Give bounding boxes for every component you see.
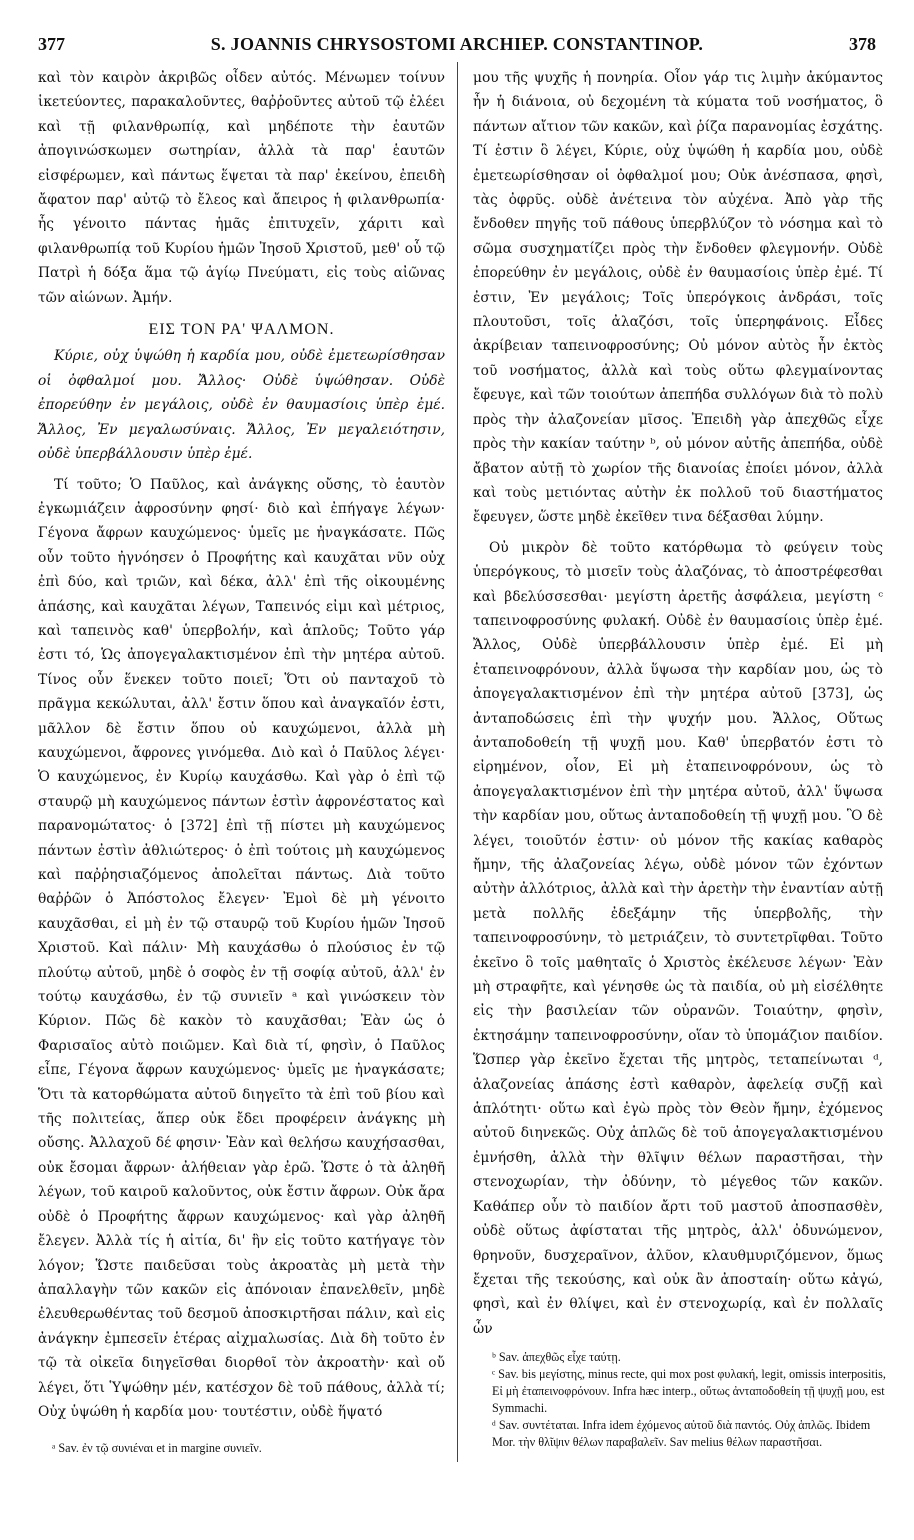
page-number-left: 377 [38, 34, 65, 54]
left-column [38, 66, 445, 1424]
footnote-a: ᵃ Sav. ἐν τῷ συνιέναι et in margine συνιεῖν. [52, 1441, 262, 1455]
right-column [473, 66, 883, 1341]
psalm-heading: ΕΙΣ ΤΟΝ ΡΑ' ΨΑΛΜΟΝ. [148, 321, 335, 339]
footnote-c: ᶜ Sav. bis μεγίστης, minus recte, qui mox post φυλακή, legit, omissis interpositis, Εἰ μὴ ἐταπεινοφρόνουν. Infra hæc interp., οὕτως ἀνταποδοθείη τῇ ψυχῇ μου, est Symmachi. [492, 1367, 886, 1415]
psalm-verse: Κύριε, οὐχ ὑψώθη ἡ καρδία μου, οὐδὲ ἐμετεωρίσθησαν οἱ ὀφθαλμοί μου. Ἄλλος· Οὐδὲ ὑψώθησαν. Οὐδὲ ἐπορεύθην ἐν μεγάλοις, οὐδὲ ἐν θαυμασίοις ὑπὲρ ἐμέ. Ἄλλος, Ἐν μεγαλωσύναις. Ἄλλος, Ἐν μεγαλειότησιν, οὐδὲ ὑπερβάλλουσιν ὑπὲρ ἐμέ. [38, 348, 445, 463]
page-number-right: 378 [849, 34, 876, 54]
column-divider [457, 62, 458, 1462]
left-footnotes [52, 1440, 442, 1457]
left-paragraph-2: Τί τοῦτο; Ὁ Παῦλος, καὶ ἀνάγκης οὔσης, τὸ ἑαυτὸν ἐγκωμιάζειν ἀφροσύνην φησί· διὸ καὶ ἐπήγαγε λέγων· Γέγονα ἄφρων καυχώμενος· ὑμεῖς με ἠναγκάσατε. Πῶς οὖν τοῦτο ἠγνόησεν ὁ Προφήτης καὶ καυχᾶται νῦν οὐχ ἐπὶ δύο, καὶ τριῶν, καὶ δέκα, ἀλλ' ἐπὶ τῆς οἰκουμένης ἁπάσης, καὶ καυχᾶται λέγων, Ταπεινός εἰμι καὶ μέτριος, καὶ ταπεινὸς καθ' ὑπερβολήν, καὶ ἁπλοῦς; Τοῦτο γάρ ἐστι τό, Ὡς ἀπογεγαλακτισμένον ἐπὶ τὴν μητέρα αὐτοῦ. Τίνος οὖν ἕνεκεν τοῦτο ποιεῖ; Ὅτι οὐ πανταχοῦ τὸ πρᾶγμα κεκώλυται, ἀλλ' ἔστιν ὅπου καὶ ἀναγκαῖόν ἐστι, μᾶλλον δὲ ἔστιν ὅπου οὐ καυχώμενοι, ἀλλὰ μὴ καυχώμενοι, ἄφρονες γινόμεθα. Διὸ καὶ ὁ Παῦλος λέγει· Ὁ καυχώμενος, ἐν Κυρίῳ καυχάσθω. Καὶ γὰρ ὁ ἐπὶ τῷ σταυρῷ μὴ καυχώμενος πάντων ἐστὶν ἀφρονέστατος καὶ παρανομώτατος· ὁ [372] ἐπὶ τῇ πίστει μὴ καυχώμενος πάντων ἐστὶν ἀθλιώτερος· ὁ ἐπὶ τούτοις μὴ καυχώμενος καὶ παῤῥησιαζόμενος ἀπολεῖται πάντως. Διὰ τοῦτο θαῤῥῶν ὁ Ἀπόστολος ἔλεγεν· Ἐμοὶ δὲ μὴ γένοιτο καυχᾶσθαι, εἰ μὴ ἐν τῷ σταυρῷ τοῦ Κυρίου ἡμῶν Ἰησοῦ Χριστοῦ. Καὶ πάλιν· Μὴ καυχάσθω ὁ πλούσιος ἐν τῷ πλούτῳ αὐτοῦ, μηδὲ ὁ σοφὸς ἐν τῇ σοφίᾳ αὐτοῦ, ἀλλ' ἐν τούτῳ καυχάσθω, ἐν τῷ συνιεῖν ᵃ καὶ γινώσκειν τὸν Κύριον. Πῶς δὲ κακὸν τὸ καυχᾶσθαι; Ἐὰν ὡς ὁ Φαρισαῖος αὐτὸ ποιῶμεν. Καὶ διὰ τί, φησὶν, ὁ Παῦλος εἶπε, Γέγονα ἄφρων καυχώμενος· ὑμεῖς με ἠναγκάσατε; Ὅτι τὰ κατορθώματα αὐτοῦ διηγεῖτο τὰ ἐπὶ τοῦ βίου καὶ τῆς πολιτείας, ἅπερ οὐκ ἔδει προφέρειν ἀνάγκης μὴ οὔσης. Ἀλλαχοῦ δέ φησιν· Ἐὰν καὶ θελήσω καυχήσασθαι, οὐκ ἔσομαι ἄφρων· ἀλήθειαν γὰρ ἐρῶ. Ὥστε ὁ τὰ ἀληθῆ λέγων, τοῦ καιροῦ καλοῦντος, οὐκ ἔστιν ἄφρων. Οὐκ ἄρα οὐδὲ ὁ Προφήτης ἄφρων καυχώμενος· καὶ γὰρ ἀληθῆ ἔλεγεν. Ἀλλὰ τίς ἡ αἰτία, δι' ἣν εἰς τοῦτο κατήγαγε τὸν λόγον; Ὥστε παιδεῦσαι τοὺς ἀκροατὰς μὴ μετὰ τὴν ἀπαλλαγὴν τῶν κακῶν εἰς ἀπόνοιαν ἐπανελθεῖν, μηδὲ ἐλευθερωθέντας τοῦ δεσμοῦ ἀποσκιρτῆσαι πάλιν, καὶ εἰς ἀνάγκην ἐμπεσεῖν ἑτέρας αἰχμαλωσίας. Διὰ δὴ τοῦτο ἐν τῷ τὰ οἰκεῖα διηγεῖσθαι διορθοῖ τὸν ἀκροατὴν· καὶ οὔ λέγει, ὅτι Ὑψώθην μέν, κατέσχον δὲ τοῦ πάθους, ἀλλὰ τί; Οὐχ ὑψώθη ἡ καρδία μου· τουτέστιν, οὐδὲ ἥψατό [38, 476, 445, 1420]
left-paragraph-1: καὶ τὸν καιρὸν ἀκριβῶς οἶδεν αὐτός. Μένωμεν τοίνυν ἱκετεύοντες, παρακαλοῦντες, θαῤῥοῦντες αὐτοῦ τῷ ἐλέει καὶ τῇ φιλανθρωπίᾳ, καὶ μηδέποτε τὴν ἑαυτῶν ἀπογινώσκωμεν σωτηρίαν, ἀλλὰ τὰ παρ' ἑαυτῶν εἰσφέρωμεν, καὶ πάντως ἕψεται τὰ παρ' ἐκείνου, ἐπειδὴ ἄφατον παρ' αὐτῷ τὸ ἔλεος καὶ ἄπειρος ἡ φιλανθρωπία· ἧς γένοιτο πάντας ἡμᾶς ἐπιτυχεῖν, χάριτι καὶ φιλανθρωπίᾳ τοῦ Κυρίου ἡμῶν Ἰησοῦ Χριστοῦ, μεθ' οὗ τῷ Πατρὶ ἡ δόξα ἅμα τῷ ἁγίῳ Πνεύματι, εἰς τοὺς αἰῶνας τῶν αἰώνων. Ἀμήν. [38, 70, 445, 306]
right-paragraph-2: Οὐ μικρὸν δὲ τοῦτο κατόρθωμα τὸ φεύγειν τοὺς ὑπερόγκους, τὸ μισεῖν τοὺς ἀλαζόνας, τὸ ἀποστρέφεσθαι καὶ βδελύσσεσθαι· μεγίστη ἀρετῆς ἀσφάλεια, μεγίστη ᶜ ταπεινοφροσύνης φυλακή. Οὐδὲ ἐν θαυμασίοις ὑπὲρ ἐμέ. Ἄλλος, Οὐδὲ ὑπερβάλλουσιν ὑπὲρ ἐμέ. Εἰ μὴ ἐταπεινοφρόνουν, ἀλλὰ ὕψωσα τὴν καρδίαν μου, ὡς τὸ ἀπογεγαλακτισμένον ἐπὶ τὴν μητέρα αὐτοῦ [373], ὡς ἀνταποδώσεις ἐπὶ τὴν ψυχήν μου. Ἄλλος, Οὕτως ἀνταποδοθείη τῇ ψυχῇ μου. Καθ' ὑπερβατόν ἐστι τὸ εἰρημένον, οἷον, Εἰ μὴ ἐταπεινοφρόνουν, ὡς τὸ ἀπογεγαλακτισμένον ἐπὶ τὴν μητέρα αὐτοῦ, ἀλλ' ὕψωσα τὴν καρδίαν μου, οὕτως ἀνταποδοθείη τῇ ψυχῇ μου. Ὃ δὲ λέγει, τοιοῦτόν ἐστιν· οὐ μόνον τῆς κακίας καθαρὸς ἤμην, τῆς ἀλαζονείας λέγω, οὐδὲ μόνον τῶν ἐχόντων αὐτὴν ἀλλότριος, ἀλλὰ καὶ τὴν ἀρετὴν τὴν ἐναντίαν αὐτῇ μετὰ πολλῆς ἐδεξάμην τῆς ὑπερβολῆς, τὴν ταπεινοφροσύνην, τὸ μετριάζειν, τὸ συντετρῖφθαι. Τοῦτο ἐκεῖνο ὃ τοῖς μαθηταῖς ὁ Χριστὸς ἐκέλευσε λέγων· Ἐὰν μὴ στραφῆτε, καὶ γένησθε ὡς τὰ παιδία, οὐ μὴ εἰσέλθητε εἰς τὴν βασιλείαν τῶν οὐρανῶν. Τοιαύτην, φησὶν, ἐκτησάμην ταπεινοφροσύνην, οἵαν τὸ ὑπομάζιον παιδίον. Ὥσπερ γὰρ ἐκεῖνο ἔχεται τῆς μητρὸς, τεταπείνωται ᵈ, ἀλαζονείας ἁπάσης ἐστὶ καθαρὸν, ἀφελείᾳ συζῇ καὶ ἁπλότητι· οὕτω καὶ ἐγὼ πρὸς τὸν Θεὸν ἤμην, ἐχόμενος αὐτοῦ διηνεκῶς. Οὐχ ἁπλῶς δὲ τοῦ ἀπογεγαλακτισμένου ἐμνήσθη, ἀλλὰ τὴν θλῖψιν θέλων παραστῆσαι, τὴν στενοχωρίαν, τὴν ὀδύνην, τὸ μέγεθος τῶν κακῶν. Καθάπερ οὖν τὸ παιδίον ἄρτι τοῦ μαστοῦ ἀποσπασθὲν, οὐδὲ οὕτως ἀφίσταται τῆς μητρὸς, ἀλλ' ὀδυνώμενον, θρηνοῦν, δυσχεραῖνον, ἀλῦον, κλαυθμυριζόμενον, ὅμως ἔχεται τῆς τεκούσης, καὶ οὐκ ἂν ἀποσταίη· οὕτω κἀγώ, φησὶ, καὶ ἐν θλίψει, καὶ ἐν στενοχωρίᾳ, καὶ ἐν πολλαῖς ὧν [473, 539, 883, 1337]
running-head [30, 34, 884, 58]
right-paragraph-1: μου τῆς ψυχῆς ἡ πονηρία. Οἷον γάρ τις λιμὴν ἀκύμαντος ἦν ἡ διάνοια, οὐ δεχομένη τὰ κύματα τοῦ νοσήματος, ὃ πάντων αἴτιον τῶν κακῶν, καὶ ῥίζα παρανομίας ἐσχάτης. Τί ἐστιν ὃ λέγει, Κύριε, οὐχ ὑψώθη ἡ καρδία μου, οὐδὲ ἐμετεωρίσθησαν οἱ ὀφθαλμοί μου; Οὐκ ἀνέσπασα, φησὶ, τὰς ὀφρῦς. οὐδὲ ἀνέτεινα τὸν αὐχένα. Ἀπὸ γὰρ τῆς ἔνδοθεν πηγῆς τοῦ πάθους ὑπερβλύζον τὸ νόσημα καὶ τὸ σῶμα συσχηματίζει πρὸς τὴν ἔνδοθεν φλεγμονήν. Οὐδὲ ἐπορεύθην ἐν μεγάλοις, οὐδὲ ἐν θαυμασίοις ὑπὲρ ἐμέ. Τί ἐστιν, Ἐν μεγάλοις; Τοῖς ὑπερόγκοις ἀνδράσι, τοῖς πλουτοῦσι, τοῖς ἀλαζόσι, τοῖς ὑπερηφάνοις. Εἶδες ἀκρίβειαν ταπεινοφροσύνης; Οὐ μόνον αὐτὸς ἦν ἐκτὸς τοῦ νοσήματος, ἀλλὰ καὶ τοὺς οὕτω φλεγμαίνοντας ἔφευγε, καὶ τῶν τοιούτων ἀπεπήδα συλλόγων διὰ τὸ πολὺ πρὸς τὴν ἀλαζονείαν μῖσος. Ἐπειδὴ γὰρ ἀπεχθῶς εἶχε πρὸς τὴν κακίαν ταύτην ᵇ, οὐ μόνον αὐτῆς ἀπεπήδα, οὐδὲ ἄβατον αὐτῇ τὸ χωρίον τῆς διανοίας ἐποίει μόνον, ἀλλὰ καὶ τοὺς μετιόντας αὐτὴν ἐκ πολλοῦ τοῦ διαστήματος ἔφευγεν, ὥστε μηδὲ ἐκεῖθεν τινα δέξασθαι λύμην. [473, 70, 883, 526]
running-title: S. JOANNIS CHRYSOSTOMI ARCHIEP. CONSTANTINOP. [210, 34, 704, 54]
footnote-b: ᵇ Sav. ἀπεχθῶς εἶχε ταύτῃ. [492, 1350, 621, 1364]
footnote-d: ᵈ Sav. συντέταται. Infra idem ἐχόμενος αὐτοῦ διὰ παντός. Οὐχ ἁπλῶς. Ibidem Mor. τὴν θλῖψιν θέλων παραβαλεῖν. Sav melius θέλων παραστῆσαι. [492, 1418, 871, 1449]
right-footnotes [492, 1349, 888, 1451]
